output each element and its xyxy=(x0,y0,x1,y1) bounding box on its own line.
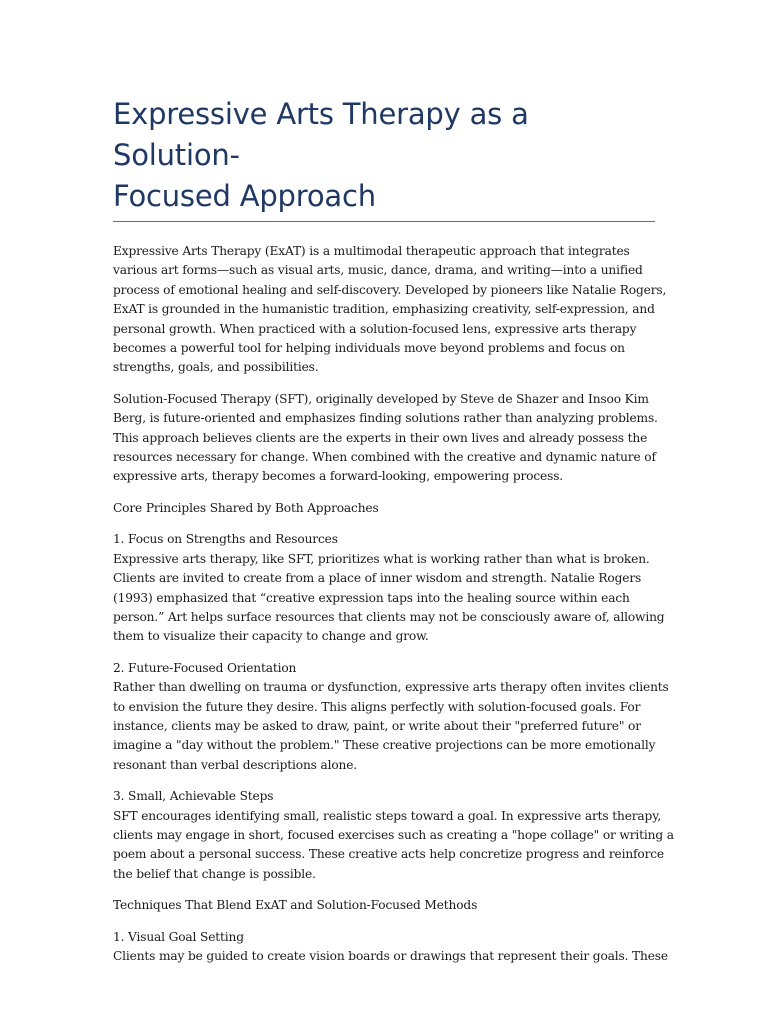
subsection-heading: 2. Future-Focused Orientation xyxy=(113,660,297,675)
text-line: various art forms—such as visual arts, music, dance, drama, and writing—into a unified xyxy=(113,263,643,278)
text-line: Rather than dwelling on trauma or dysfunction, expressive arts therapy often invites clients xyxy=(113,680,669,695)
text-line: Clients are invited to create from a place of inner wisdom and strength. Natalie Rogers xyxy=(113,571,642,586)
subsection-heading: 3. Small, Achievable Steps xyxy=(113,789,274,804)
text-line: resources necessary for change. When combined with the creative and dynamic nature of xyxy=(113,450,656,465)
text-line: SFT encourages identifying small, realistic steps toward a goal. In expressive arts therapy, xyxy=(113,808,662,823)
title-underline-rule xyxy=(113,221,655,222)
section-heading xyxy=(113,499,655,518)
document-body xyxy=(113,242,674,966)
text-line: imagine a "day without the problem." These creative projections can be more emotionally xyxy=(113,738,656,753)
text-line: expressive arts, therapy becomes a forward-looking, empowering process. xyxy=(113,469,564,484)
subsection-heading: 1. Focus on Strengths and Resources xyxy=(113,532,338,547)
numbered-subsection xyxy=(113,530,665,646)
text-line: instance, clients may be asked to draw, paint, or write about their "preferred future" or xyxy=(113,718,641,733)
numbered-subsection xyxy=(113,787,674,884)
text-line: process of emotional healing and self-discovery. Developed by pioneers like Natalie Rogers, xyxy=(113,282,667,297)
paragraph xyxy=(113,242,667,378)
text-line: them to visualize their capacity to change and grow. xyxy=(113,629,429,644)
text-line: Core Principles Shared by Both Approaches xyxy=(113,500,379,515)
text-line: clients may engage in short, focused exercises such as creating a "hope collage" or writing a xyxy=(113,827,674,842)
paragraph xyxy=(113,390,658,487)
text-line: (1993) emphasized that “creative expression taps into the healing source within each xyxy=(113,590,630,605)
text-line: resonant than verbal descriptions alone. xyxy=(113,757,358,772)
text-line: becomes a powerful tool for helping individuals move beyond problems and focus on xyxy=(113,341,625,356)
text-line: Expressive Arts Therapy (ExAT) is a multimodal therapeutic approach that integrates xyxy=(113,244,630,258)
document-page xyxy=(113,94,674,978)
numbered-subsection xyxy=(113,659,669,775)
title-line: Focused Approach xyxy=(113,179,376,213)
text-line: This approach believes clients are the experts in their own lives and already possess the xyxy=(113,430,648,445)
text-line: poem about a personal success. These creative acts help concretize progress and reinforce xyxy=(113,847,664,862)
text-line: Clients may be guided to create vision boards or drawings that represent their goals. These xyxy=(113,949,668,963)
title-line: Expressive Arts Therapy as a Solution- xyxy=(113,97,529,172)
section-heading xyxy=(113,896,655,915)
text-line: Berg, is future-oriented and emphasizes finding solutions rather than analyzing problems. xyxy=(113,411,658,426)
text-line: strengths, goals, and possibilities. xyxy=(113,360,319,375)
text-line: to envision the future they desire. This aligns perfectly with solution-focused goals. For xyxy=(113,699,641,714)
numbered-subsection xyxy=(113,928,668,967)
document-title xyxy=(113,94,655,217)
text-line: Solution-Focused Therapy (SFT), originally developed by Steve de Shazer and Insoo Kim xyxy=(113,391,649,406)
text-line: personal growth. When practiced with a solution-focused lens, expressive arts therapy xyxy=(113,321,637,336)
text-line: person.” Art helps surface resources that clients may not be consciously aware of, allowing xyxy=(113,609,665,624)
text-line: Techniques That Blend ExAT and Solution-Focused Methods xyxy=(113,898,478,913)
text-line: Expressive arts therapy, like SFT, prioritizes what is working rather than what is broken. xyxy=(113,551,650,566)
subsection-heading: 1. Visual Goal Setting xyxy=(113,929,244,944)
text-line: the belief that change is possible. xyxy=(113,866,316,881)
text-line: ExAT is grounded in the humanistic tradition, emphasizing creativity, self-expression, and xyxy=(113,302,655,317)
